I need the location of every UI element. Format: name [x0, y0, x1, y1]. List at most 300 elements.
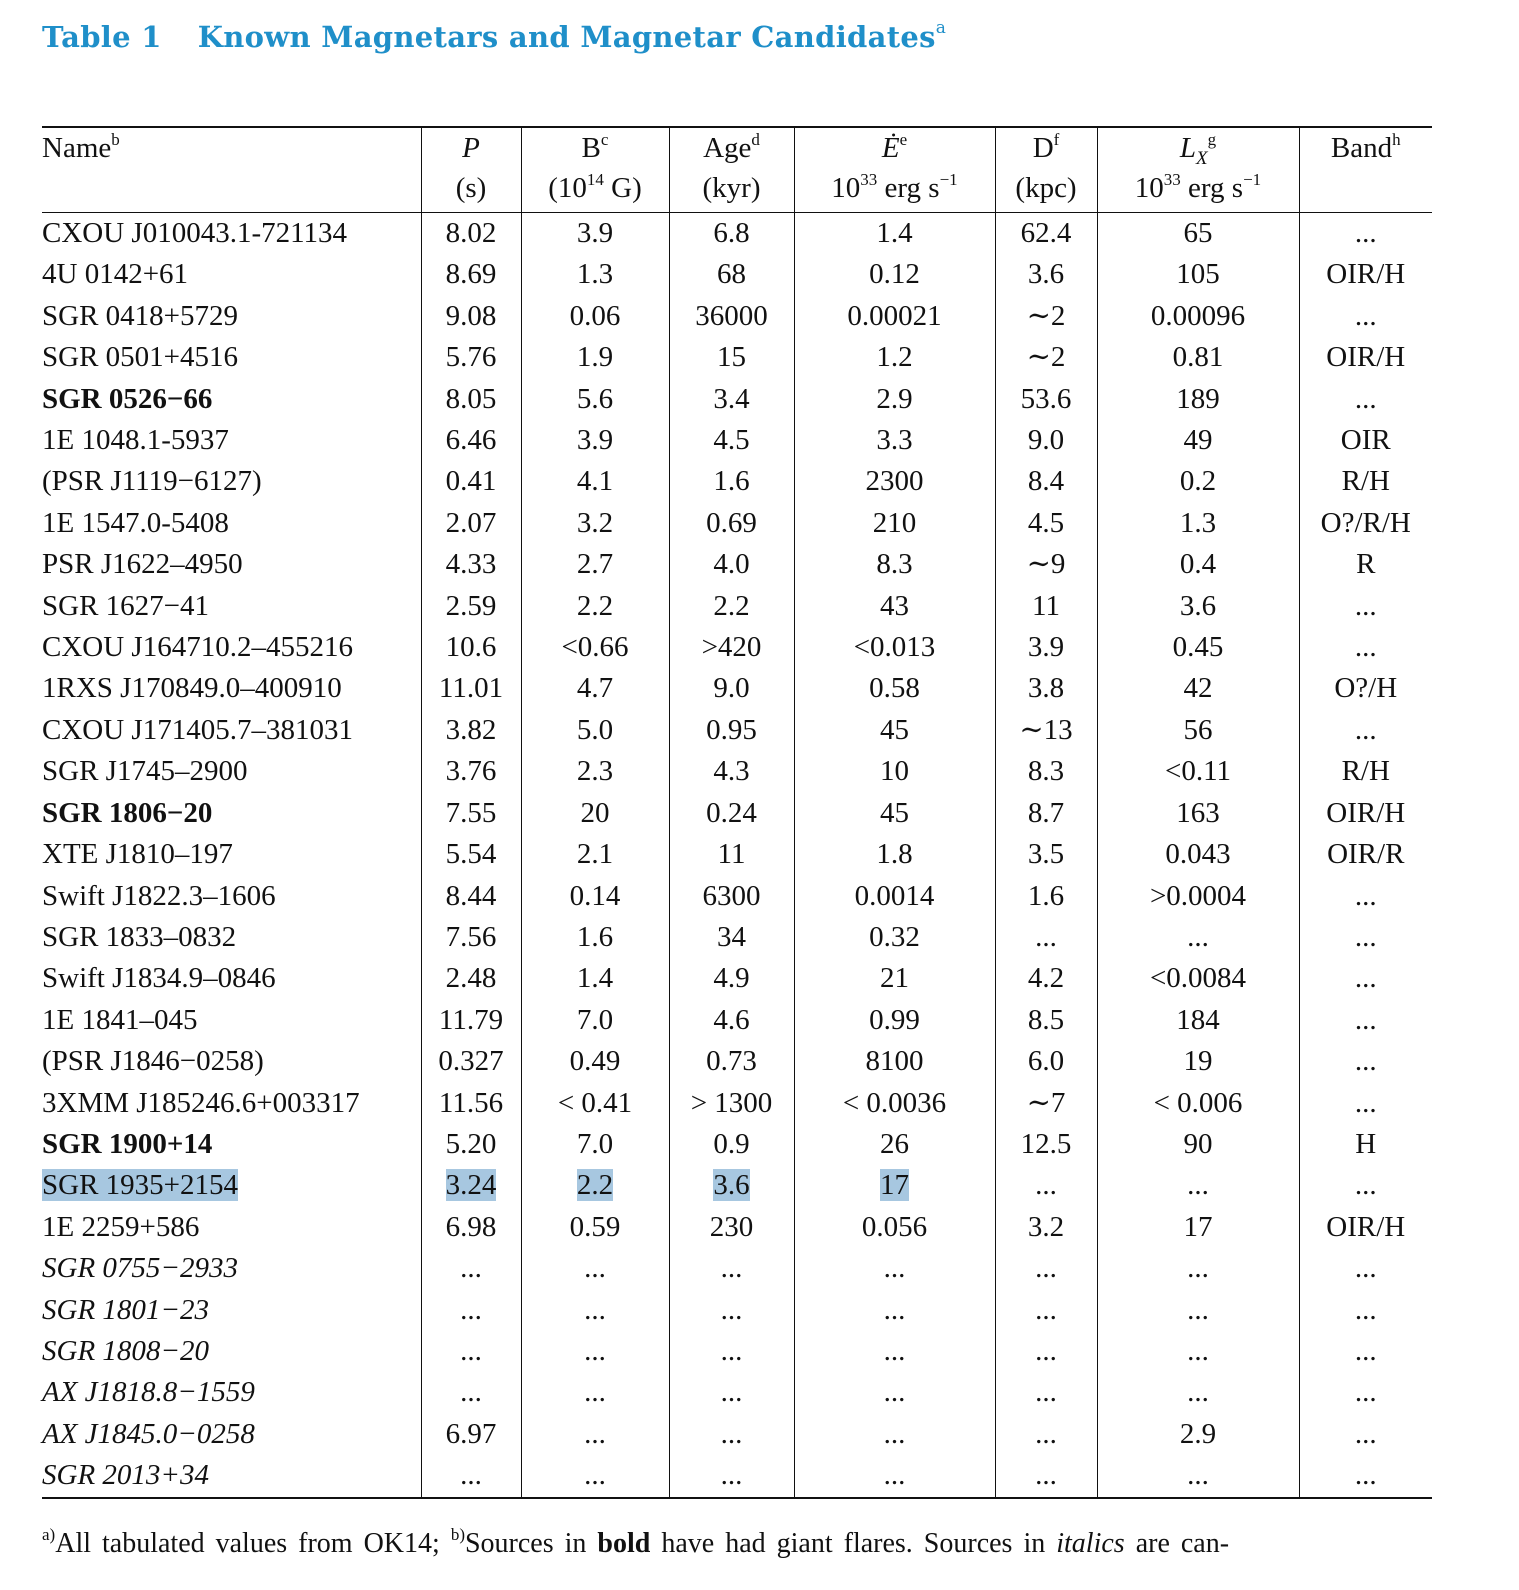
- cell-lx-text: ...: [1187, 1169, 1209, 1202]
- cell-distance: [995, 876, 1097, 917]
- cell-distance: [995, 1372, 1097, 1413]
- cell-period-text: 6.46: [445, 424, 497, 457]
- table-row: [42, 1124, 1432, 1165]
- cell-band: [1299, 337, 1432, 378]
- cell-b-field: [521, 503, 669, 544]
- cell-age: [669, 668, 794, 709]
- cell-edot-text: 3.3: [876, 424, 913, 457]
- cell-period: [421, 751, 521, 792]
- cell-period-text: 10.6: [445, 631, 497, 664]
- cell-band: [1299, 254, 1432, 295]
- cell-lx-text: <0.0084: [1149, 962, 1247, 995]
- cell-period: [421, 917, 521, 958]
- cell-period: [421, 1207, 521, 1248]
- cell-distance-text: 12.5: [1020, 1127, 1072, 1160]
- cell-b-field: [521, 1331, 669, 1372]
- cell-lx: [1097, 544, 1299, 585]
- cell-age: [669, 1372, 794, 1413]
- cell-edot: [794, 254, 995, 295]
- cell-lx-text: 189: [1176, 382, 1220, 415]
- table-title: Known Magnetars and Magnetar Candidates: [197, 20, 936, 54]
- cell-distance-text: 3.6: [1027, 258, 1065, 291]
- cell-edot: [794, 461, 995, 502]
- cell-edot-text: ...: [883, 1334, 906, 1367]
- cell-edot-text: 0.12: [869, 258, 920, 291]
- cell-name: [42, 503, 421, 544]
- cell-name: [42, 1000, 421, 1041]
- table-row: [42, 337, 1432, 378]
- cell-b-field-text: 7.0: [576, 1127, 614, 1160]
- table-row: [42, 1083, 1432, 1124]
- cell-b-field: [521, 1455, 669, 1497]
- cell-band: [1299, 1414, 1432, 1455]
- table-row: [42, 213, 1432, 255]
- cell-band-text: OIR/H: [1326, 1210, 1406, 1243]
- cell-band: [1299, 1041, 1432, 1082]
- cell-distance: [995, 1248, 1097, 1289]
- cell-name: [42, 751, 421, 792]
- cell-edot: [794, 1248, 995, 1289]
- table-row: [42, 1207, 1432, 1248]
- header-lx: $L_X^g$: [1097, 127, 1299, 168]
- cell-age: [669, 420, 794, 461]
- cell-edot: [794, 834, 995, 875]
- cell-edot-text: ...: [883, 1417, 906, 1450]
- cell-name: [42, 917, 421, 958]
- cell-b-field: [521, 1290, 669, 1331]
- cell-band: [1299, 586, 1432, 627]
- cell-name-text: SGR 0418+5729: [42, 299, 239, 332]
- cell-band: [1299, 461, 1432, 502]
- cell-band: [1299, 1455, 1432, 1497]
- cell-b-field-text: 1.3: [576, 258, 614, 291]
- cell-age: [669, 1248, 794, 1289]
- cell-distance-text: ∼13: [1019, 713, 1073, 746]
- cell-age-text: 4.6: [713, 1003, 750, 1036]
- cell-b-field: [521, 668, 669, 709]
- cell-band: [1299, 1290, 1432, 1331]
- cell-name-text: AX J1818.8−1559: [42, 1376, 255, 1409]
- cell-distance-text: 3.5: [1027, 838, 1065, 871]
- cell-age: [669, 337, 794, 378]
- cell-period: [421, 1331, 521, 1372]
- cell-band-text: O?/R/H: [1320, 506, 1411, 539]
- cell-name: [42, 1041, 421, 1082]
- cell-distance: [995, 751, 1097, 792]
- cell-name-text: SGR 1808−20: [42, 1334, 209, 1367]
- cell-period-text: 8.69: [445, 258, 497, 291]
- cell-period-text: 6.97: [445, 1417, 497, 1450]
- cell-edot: [794, 710, 995, 751]
- cell-band: [1299, 834, 1432, 875]
- cell-age: [669, 1000, 794, 1041]
- cell-band-text: ...: [1354, 1169, 1377, 1202]
- cell-distance-text: ...: [1035, 1417, 1057, 1450]
- cell-name: [42, 296, 421, 337]
- cell-period-text: 7.55: [445, 796, 497, 829]
- cell-name: [42, 1372, 421, 1413]
- cell-name: [42, 1331, 421, 1372]
- cell-edot: [794, 296, 995, 337]
- cell-age-text: 3.4: [713, 382, 750, 415]
- cell-name-text: SGR 1801−23: [42, 1293, 209, 1326]
- cell-distance: [995, 544, 1097, 585]
- cell-period: [421, 586, 521, 627]
- footnote-mark-a: a): [42, 1525, 56, 1544]
- cell-name-text: SGR 1806−20: [42, 796, 213, 829]
- table-row: [42, 544, 1432, 585]
- cell-age: [669, 793, 794, 834]
- cell-lx: [1097, 1248, 1299, 1289]
- footnote-a-text: All tabulated values from OK14;: [55, 1528, 440, 1559]
- cell-lx-text: 0.4: [1179, 548, 1217, 581]
- cell-name-text: Swift J1834.9–0846: [42, 962, 276, 995]
- cell-b-field-text: 2.1: [576, 838, 614, 871]
- cell-name: [42, 337, 421, 378]
- cell-band: [1299, 503, 1432, 544]
- cell-lx: [1097, 254, 1299, 295]
- cell-b-field-text: 7.0: [576, 1003, 614, 1036]
- cell-period: [421, 1124, 521, 1165]
- cell-b-field-text: 3.9: [576, 217, 614, 249]
- cell-band-text: R/H: [1341, 755, 1390, 788]
- cell-lx-text: 0.2: [1179, 465, 1217, 498]
- table-footnote: [42, 1525, 1432, 1560]
- cell-edot: [794, 793, 995, 834]
- cell-band-text: H: [1355, 1127, 1377, 1160]
- cell-band: [1299, 1248, 1432, 1289]
- cell-distance: [995, 793, 1097, 834]
- cell-lx-text: 2.9: [1179, 1417, 1217, 1450]
- cell-edot-text: 0.0014: [854, 879, 935, 912]
- cell-lx-text: ...: [1187, 1376, 1209, 1409]
- cell-b-field-text: 0.14: [569, 879, 621, 912]
- cell-distance-text: ∼2: [1026, 341, 1066, 374]
- cell-period-text: 11.79: [438, 1003, 504, 1036]
- cell-distance-text: ...: [1035, 1252, 1057, 1285]
- cell-lx: [1097, 420, 1299, 461]
- cell-b-field: [521, 461, 669, 502]
- cell-lx: [1097, 668, 1299, 709]
- cell-name-text: SGR 1900+14: [42, 1127, 213, 1160]
- cell-age-text: ...: [720, 1376, 743, 1409]
- cell-name-text: 1E 1841–045: [42, 1003, 198, 1036]
- cell-distance: [995, 1290, 1097, 1331]
- cell-distance-text: 1.6: [1027, 879, 1065, 912]
- header-row-units: [42, 168, 1432, 213]
- table-row: [42, 461, 1432, 502]
- cell-age-text: 1.6: [713, 465, 750, 498]
- cell-edot: [794, 503, 995, 544]
- cell-b-field: [521, 1000, 669, 1041]
- cell-b-field-text: 1.4: [576, 962, 614, 995]
- header-distance: D$^f$: [995, 127, 1097, 168]
- cell-b-field-text: 3.2: [576, 506, 614, 539]
- cell-age: [669, 1331, 794, 1372]
- cell-period: [421, 1414, 521, 1455]
- header-name: Name$^b$: [42, 127, 421, 168]
- cell-age: [669, 834, 794, 875]
- cell-band: [1299, 1207, 1432, 1248]
- cell-band-text: R/H: [1341, 465, 1390, 498]
- cell-edot: [794, 337, 995, 378]
- cell-name: [42, 1124, 421, 1165]
- cell-edot: [794, 627, 995, 668]
- header-row-labels: [42, 127, 1432, 168]
- cell-band-text: ...: [1354, 1459, 1377, 1492]
- cell-edot-text: ...: [883, 1293, 906, 1326]
- cell-lx-text: 90: [1183, 1127, 1213, 1160]
- cell-lx-text: 0.043: [1165, 838, 1231, 871]
- cell-b-field-text: 4.7: [576, 672, 614, 705]
- cell-distance: [995, 627, 1097, 668]
- cell-period-text: 3.82: [445, 713, 497, 746]
- cell-age-text: 0.9: [713, 1127, 750, 1160]
- cell-distance-text: 9.0: [1027, 424, 1065, 457]
- cell-lx: [1097, 1083, 1299, 1124]
- cell-edot: [794, 586, 995, 627]
- cell-distance-text: ...: [1035, 1459, 1057, 1492]
- cell-b-field: [521, 1372, 669, 1413]
- cell-edot-text: <0.013: [853, 631, 936, 664]
- cell-period: [421, 1165, 521, 1206]
- cell-distance: [995, 917, 1097, 958]
- cell-b-field-text: 2.2: [576, 589, 614, 622]
- cell-period: [421, 420, 521, 461]
- cell-period: [421, 213, 521, 255]
- cell-age: [669, 1124, 794, 1165]
- table-row: [42, 296, 1432, 337]
- cell-name: [42, 1165, 421, 1206]
- cell-period-text: 5.20: [445, 1127, 497, 1160]
- cell-lx: [1097, 958, 1299, 999]
- cell-b-field: [521, 710, 669, 751]
- cell-lx-text: ...: [1187, 1252, 1209, 1285]
- cell-edot: [794, 668, 995, 709]
- cell-lx-text: < 0.006: [1153, 1086, 1243, 1119]
- cell-period: [421, 668, 521, 709]
- cell-period-text: 8.02: [445, 217, 497, 249]
- header-band: Band$^h$: [1330, 130, 1401, 164]
- cell-band: [1299, 1083, 1432, 1124]
- cell-band-text: OIR/R: [1327, 838, 1405, 871]
- cell-period-text: 3.24: [445, 1169, 497, 1202]
- cell-lx-text: 49: [1183, 424, 1213, 457]
- cell-lx-text: >0.0004: [1149, 879, 1247, 912]
- cell-name-text: SGR 1627−41: [42, 589, 210, 622]
- cell-b-field: [521, 213, 669, 255]
- cell-lx-text: 17: [1183, 1210, 1213, 1243]
- cell-b-field-text: < 0.41: [557, 1086, 633, 1119]
- cell-period: [421, 834, 521, 875]
- cell-age: [669, 1290, 794, 1331]
- cell-b-field-text: 1.6: [576, 920, 614, 953]
- cell-b-field: [521, 544, 669, 585]
- cell-edot-text: 0.00021: [847, 299, 942, 332]
- cell-edot: [794, 751, 995, 792]
- cell-edot-text: 8.3: [876, 548, 913, 581]
- cell-age: [669, 751, 794, 792]
- cell-edot-text: 0.32: [869, 920, 920, 953]
- cell-distance-text: ...: [1035, 1376, 1057, 1409]
- cell-name-text: 1E 2259+586: [42, 1210, 200, 1243]
- cell-lx: [1097, 586, 1299, 627]
- cell-band-text: ...: [1354, 1252, 1377, 1285]
- cell-period-text: 8.44: [445, 879, 497, 912]
- cell-edot-text: 17: [880, 1169, 909, 1202]
- cell-age: [669, 379, 794, 420]
- cell-age: [669, 1041, 794, 1082]
- footnote-b-text-3: are can-: [1135, 1528, 1230, 1559]
- cell-distance-text: 8.7: [1027, 796, 1065, 829]
- cell-distance: [995, 1414, 1097, 1455]
- cell-edot: [794, 379, 995, 420]
- cell-b-field-text: ...: [584, 1293, 606, 1326]
- cell-period: [421, 337, 521, 378]
- table-row: [42, 379, 1432, 420]
- cell-lx: [1097, 337, 1299, 378]
- table-row: [42, 1290, 1432, 1331]
- cell-period: [421, 876, 521, 917]
- cell-name: [42, 876, 421, 917]
- cell-period-text: 7.56: [445, 920, 497, 953]
- cell-b-field-text: ...: [584, 1334, 606, 1367]
- cell-distance-text: ...: [1035, 1169, 1057, 1202]
- cell-age: [669, 710, 794, 751]
- unit-name: [42, 168, 421, 213]
- cell-period-text: 9.08: [445, 299, 497, 332]
- cell-band-text: OIR/H: [1326, 341, 1406, 374]
- cell-b-field-text: 0.49: [569, 1045, 621, 1078]
- cell-period-text: 8.05: [445, 382, 497, 415]
- cell-b-field: [521, 834, 669, 875]
- cell-name-text: 1E 1048.1-5937: [42, 424, 229, 457]
- cell-edot-text: 8100: [865, 1045, 924, 1078]
- cell-name-text: SGR 0526−66: [42, 382, 213, 415]
- cell-band: [1299, 710, 1432, 751]
- cell-b-field-text: 2.2: [576, 1169, 614, 1202]
- cell-period: [421, 793, 521, 834]
- cell-age: [669, 503, 794, 544]
- cell-b-field-text: 20: [580, 796, 610, 829]
- cell-period-text: 11.01: [438, 672, 504, 705]
- cell-distance: [995, 586, 1097, 627]
- cell-band-text: ...: [1354, 382, 1377, 415]
- table-row: [42, 1372, 1432, 1413]
- cell-age: [669, 254, 794, 295]
- cell-distance-text: 8.5: [1027, 1003, 1065, 1036]
- cell-lx: [1097, 793, 1299, 834]
- cell-edot: [794, 420, 995, 461]
- cell-name-text: 3XMM J185246.6+003317: [42, 1086, 360, 1119]
- unit-period: (s): [421, 168, 521, 213]
- cell-period: [421, 544, 521, 585]
- cell-distance: [995, 379, 1097, 420]
- cell-band: [1299, 1331, 1432, 1372]
- cell-edot-text: ...: [883, 1376, 906, 1409]
- cell-name: [42, 586, 421, 627]
- cell-age-text: 15: [717, 341, 746, 374]
- cell-distance-text: ...: [1035, 1334, 1057, 1367]
- cell-lx: [1097, 1372, 1299, 1413]
- cell-band-text: ...: [1354, 1293, 1377, 1326]
- cell-period: [421, 461, 521, 502]
- cell-distance: [995, 710, 1097, 751]
- cell-band: [1299, 1124, 1432, 1165]
- table-row: [42, 1248, 1432, 1289]
- cell-band-text: ...: [1354, 1376, 1377, 1409]
- cell-age-text: ...: [720, 1252, 743, 1285]
- cell-distance-text: 8.4: [1027, 465, 1065, 498]
- cell-edot: [794, 213, 995, 255]
- cell-age: [669, 1083, 794, 1124]
- cell-b-field: [521, 420, 669, 461]
- cell-distance: [995, 296, 1097, 337]
- table-row: [42, 1000, 1432, 1041]
- cell-lx-text: ...: [1187, 1459, 1209, 1492]
- cell-b-field: [521, 793, 669, 834]
- cell-lx: [1097, 627, 1299, 668]
- cell-band-text: ...: [1354, 1003, 1377, 1036]
- cell-name: [42, 213, 421, 255]
- cell-lx-text: 65: [1183, 217, 1213, 249]
- cell-edot: [794, 1124, 995, 1165]
- cell-band-text: ...: [1354, 299, 1377, 332]
- cell-distance: [995, 420, 1097, 461]
- cell-name: [42, 379, 421, 420]
- cell-band: [1299, 751, 1432, 792]
- cell-lx: [1097, 1000, 1299, 1041]
- cell-band: [1299, 793, 1432, 834]
- cell-age: [669, 1207, 794, 1248]
- cell-name-text: SGR J1745–2900: [42, 755, 248, 788]
- cell-lx: [1097, 213, 1299, 255]
- table-row: [42, 793, 1432, 834]
- cell-period-text: 2.07: [445, 506, 497, 539]
- cell-lx-text: <0.11: [1164, 755, 1232, 788]
- cell-period: [421, 254, 521, 295]
- unit-edot: 10$^{33}$ erg s$^{-1}$: [794, 168, 995, 213]
- cell-band: [1299, 296, 1432, 337]
- cell-band-text: ...: [1354, 879, 1377, 912]
- cell-age-text: 9.0: [713, 672, 750, 705]
- cell-band: [1299, 876, 1432, 917]
- cell-band-text: ...: [1354, 589, 1377, 622]
- cell-b-field: [521, 586, 669, 627]
- cell-name-text: 1E 1547.0-5408: [42, 506, 229, 539]
- cell-distance-text: 4.2: [1027, 962, 1065, 995]
- cell-lx-text: 163: [1176, 796, 1220, 829]
- cell-period: [421, 1290, 521, 1331]
- cell-distance-text: ∼9: [1026, 548, 1066, 581]
- footnote-b-text-2: have had giant flares. Sources in: [661, 1528, 1046, 1559]
- cell-distance-text: 53.6: [1020, 382, 1072, 415]
- cell-distance-text: 62.4: [1020, 217, 1072, 249]
- cell-lx-text: 56: [1183, 713, 1213, 746]
- cell-period: [421, 710, 521, 751]
- cell-period-text: 5.76: [445, 341, 497, 374]
- cell-edot: [794, 544, 995, 585]
- cell-distance: [995, 668, 1097, 709]
- table-row: [42, 1455, 1432, 1497]
- cell-age: [669, 1165, 794, 1206]
- cell-age-text: 4.0: [713, 548, 750, 581]
- cell-band-text: ...: [1354, 1417, 1377, 1450]
- cell-name-text: CXOU J010043.1-721134: [42, 217, 348, 249]
- cell-distance: [995, 1207, 1097, 1248]
- cell-band-text: ...: [1354, 631, 1377, 664]
- cell-lx: [1097, 1207, 1299, 1248]
